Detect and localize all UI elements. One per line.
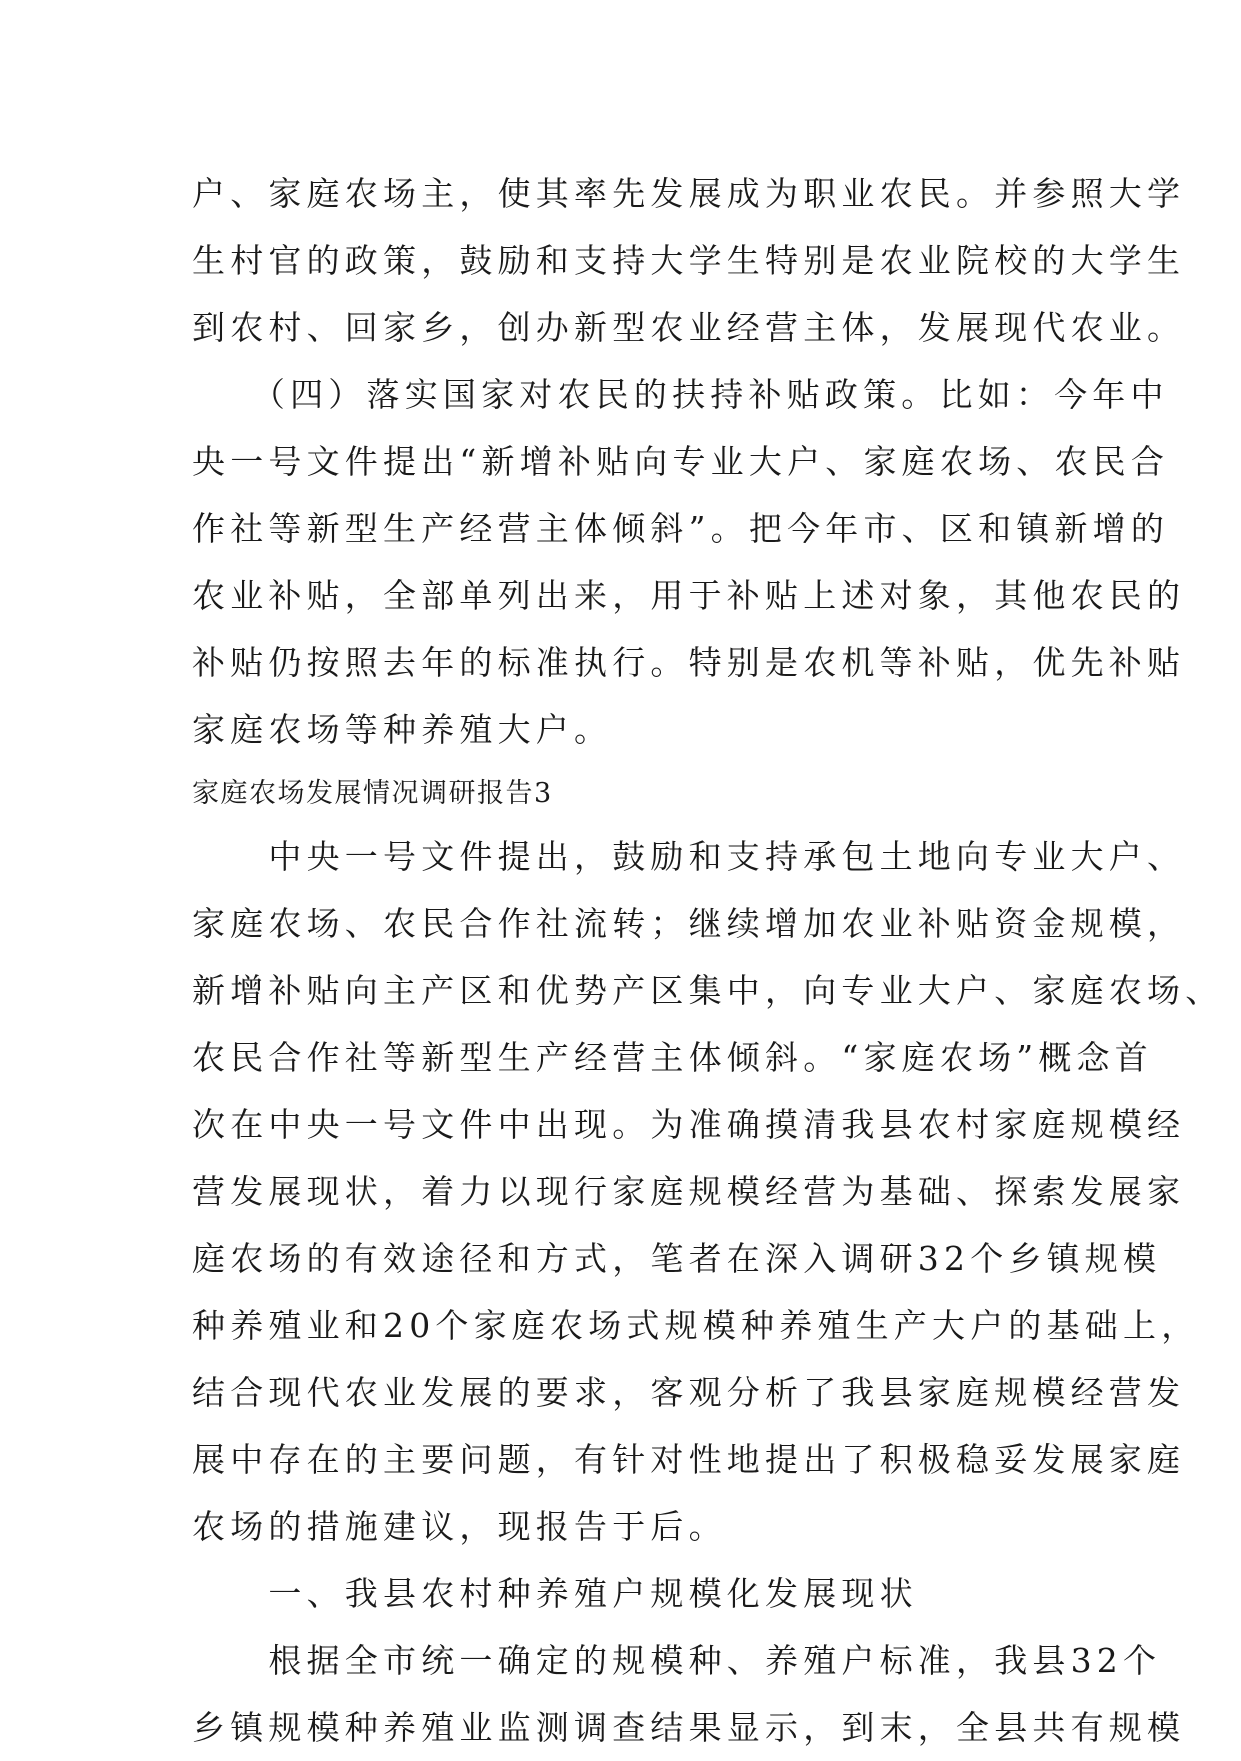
- paragraph-line: 生村官的政策，鼓励和支持大学生特别是农业院校的大学生: [192, 241, 1186, 280]
- paragraph-line: 展中存在的主要问题，有针对性地提出了积极稳妥发展家庭: [192, 1440, 1186, 1479]
- paragraph-line: 结合现代农业发展的要求，客观分析了我县家庭规模经营发: [192, 1373, 1186, 1412]
- section-title: 家庭农场发展情况调研报告3: [192, 778, 553, 809]
- paragraph-line: 家庭农场等种养殖大户。: [192, 710, 613, 749]
- paragraph-line: 作社等新型生产经营主体倾斜”。把今年市、区和镇新增的: [192, 509, 1170, 548]
- paragraph-line: 农场的措施建议，现报告于后。: [192, 1507, 727, 1546]
- paragraph-line: 乡镇规模种养殖业监测调查结果显示，到末，全县共有规模: [192, 1708, 1186, 1747]
- subsection-heading: 一、我县农村种养殖户规模化发展现状: [192, 1574, 918, 1613]
- paragraph-line: 庭农场的有效途径和方式，笔者在深入调研32个乡镇规模: [192, 1239, 1162, 1278]
- paragraph-line: 户、家庭农场主，使其率先发展成为职业农民。并参照大学: [192, 174, 1186, 213]
- paragraph-line: 央一号文件提出“新增补贴向专业大户、家庭农场、农民合: [192, 442, 1170, 481]
- paragraph-line: 农民合作社等新型生产经营主体倾斜。“家庭农场”概念首: [192, 1038, 1153, 1077]
- paragraph-line: （四）落实国家对农民的扶持补贴政策。比如：今年中: [192, 375, 1169, 414]
- paragraph-line: 根据全市统一确定的规模种、养殖户标准，我县32个: [192, 1641, 1162, 1680]
- paragraph-line: 新增补贴向主产区和优势产区集中，向专业大户、家庭农场、: [192, 971, 1224, 1010]
- paragraph-line: 种养殖业和20个家庭农场式规模种养殖生产大户的基础上，: [192, 1306, 1200, 1345]
- paragraph-line: 到农村、回家乡，创办新型农业经营主体，发展现代农业。: [192, 308, 1186, 347]
- document-body: [192, 160, 1224, 1761]
- paragraph-line: 农业补贴，全部单列出来，用于补贴上述对象，其他农民的: [192, 576, 1186, 615]
- paragraph-line: 家庭农场、农民合作社流转；继续增加农业补贴资金规模，: [192, 904, 1186, 943]
- paragraph-line: 次在中央一号文件中出现。为准确摸清我县农村家庭规模经: [192, 1105, 1186, 1144]
- paragraph-line: 补贴仍按照去年的标准执行。特别是农机等补贴，优先补贴: [192, 643, 1186, 682]
- paragraph-line: 营发展现状，着力以现行家庭规模经营为基础、探索发展家: [192, 1172, 1186, 1211]
- paragraph-line: 中央一号文件提出，鼓励和支持承包土地向专业大户、: [192, 837, 1186, 876]
